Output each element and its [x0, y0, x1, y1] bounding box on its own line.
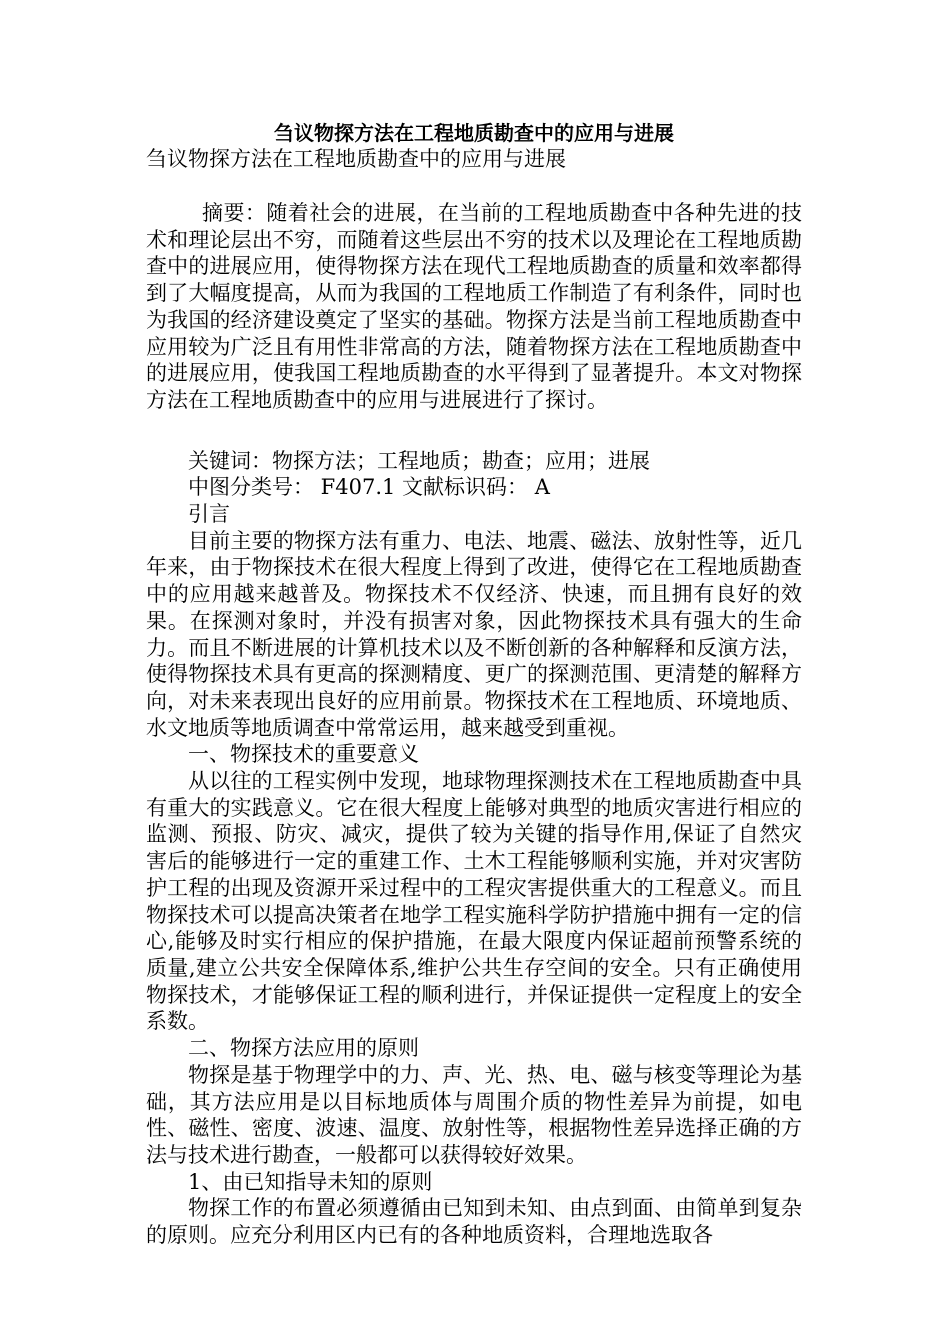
document-subtitle: 刍议物探方法在工程地质勘查中的应用与进展: [146, 147, 566, 171]
document-page: [146, 120, 802, 1249]
classification-line: 中图分类号： F407.1 文献标识码： A: [188, 475, 550, 500]
spacer: [146, 414, 802, 448]
keywords-line: 关键词：物探方法；工程地质；勘查；应用；进展: [188, 448, 650, 473]
spacer: [146, 173, 802, 200]
intro-heading: 引言: [188, 502, 230, 527]
document-title: 刍议物探方法在工程地质勘查中的应用与进展: [274, 121, 674, 145]
subsection1-paragraph: 物探工作的布置必须遵循由已知到未知、由点到面、由简单到复杂的原则。应充分利用区内已有的各种地质资料，合理地选取各: [146, 1196, 802, 1248]
subsection1-heading: 1、由已知指导未知的原则: [188, 1169, 433, 1194]
section2-paragraph: 物探是基于物理学中的力、声、光、热、电、磁与核变等理论为基础，其方法应用是以目标地质体与周围介质的物性差异为前提，如电性、磁性、密度、波速、温度、放射性等，根据物性差异选择正确的方法与技术进行勘查，一般都可以获得较好效果。: [146, 1062, 802, 1167]
abstract-paragraph: 摘要：随着社会的进展，在当前的工程地质勘查中各种先进的技术和理论层出不穷，而随着这些层出不穷的技术以及理论在工程地质勘查中的进展应用，使得物探方法在现代工程地质勘查的质量和效率都得到了大幅度提高，从而为我国的工程地质工作制造了有利条件，同时也为我国的经济建设奠定了坚实的基础。物探方法是当前工程地质勘查中应用较为广泛且有用性非常高的方法，随着物探方法在工程地质勘查中的进展应用，使我国工程地质勘查的水平得到了显著提升。本文对物探方法在工程地质勘查中的应用与进展进行了探讨。: [146, 201, 802, 412]
section1-paragraph: 从以往的工程实例中发现，地球物理探测技术在工程地质勘查中具有重大的实践意义。它在很大程度上能够对典型的地质灾害进行相应的监测、预报、防灾、减灾，提供了较为关键的指导作用,保证了自然灾害后的能够进行一定的重建工作、土木工程能够顺利实施，并对灾害防护工程的出现及资源开采过程中的工程灾害提供重大的工程意义。而且物探技术可以提高决策者在地学工程实施科学防护措施中拥有一定的信心,能够及时实行相应的保护措施，在最大限度内保证超前预警系统的质量,建立公共安全保障体系,维护公共生存空间的安全。只有正确使用物探技术，才能够保证工程的顺利进行，并保证提供一定程度上的安全系数。: [146, 769, 802, 1034]
section2-heading: 二、物探方法应用的原则: [188, 1036, 419, 1061]
section1-heading: 一、物探技术的重要意义: [188, 742, 419, 767]
intro-paragraph: 目前主要的物探方法有重力、电法、地震、磁法、放射性等，近几年来，由于物探技术在很大程度上得到了改进，使得它在工程地质勘查中的应用越来越普及。物探技术不仅经济、快速，而且拥有良好的效果。在探测对象时，并没有损害对象，因此物探技术具有强大的生命力。而且不断进展的计算机技术以及不断创新的各种解释和反演方法，使得物探技术具有更高的探测精度、更广的探测范围、更清楚的解释方向，对未来表现出良好的应用前景。物探技术在工程地质、环境地质、水文地质等地质调查中常常运用，越来越受到重视。: [146, 528, 802, 740]
